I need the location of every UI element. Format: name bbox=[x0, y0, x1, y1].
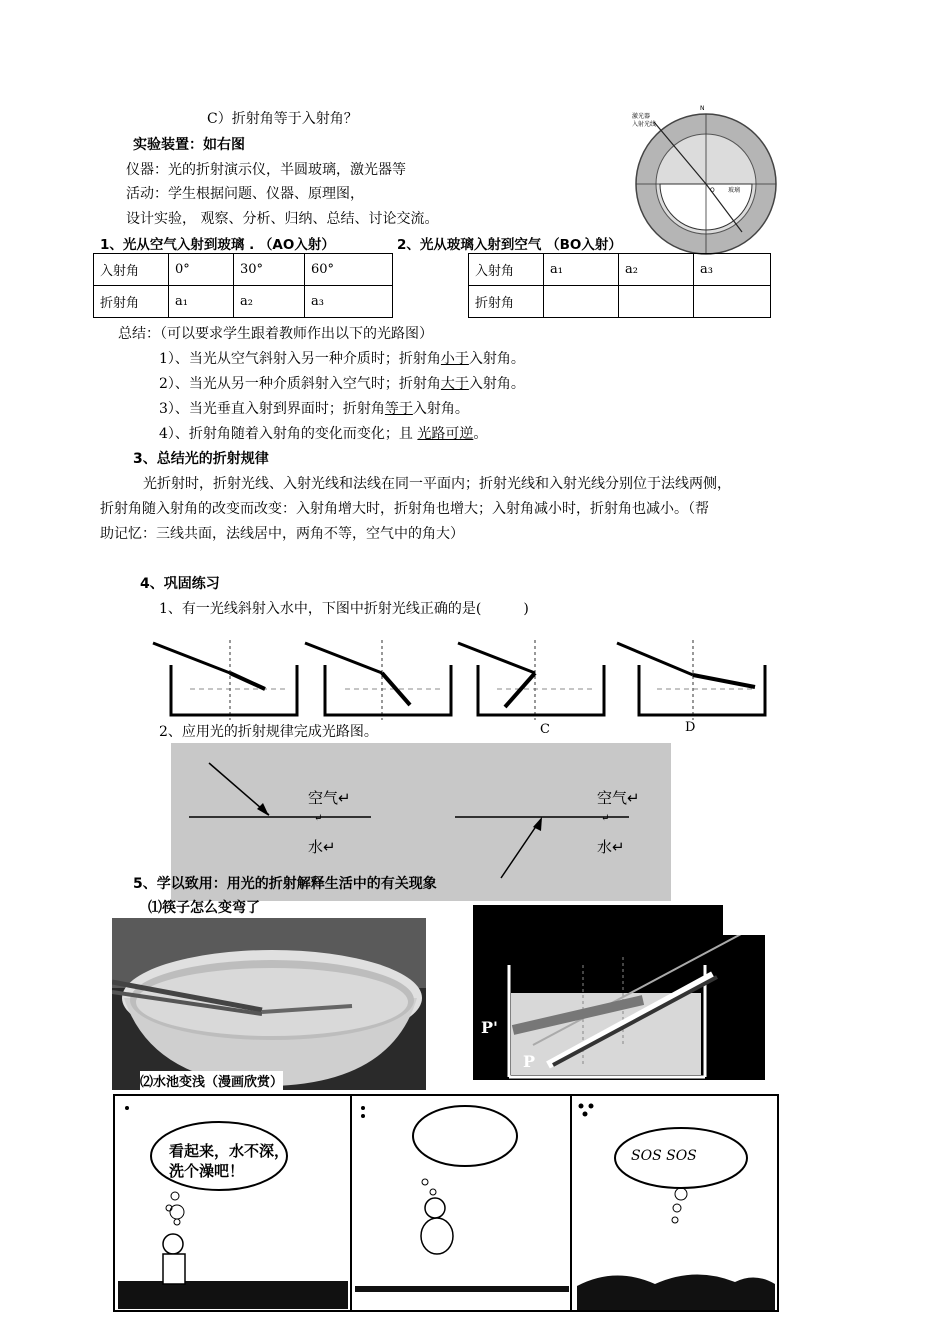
table-row bbox=[469, 286, 771, 318]
table-cell: 入射角 bbox=[94, 254, 169, 286]
practice-q2: 2、应用光的折射规律完成光路图。 bbox=[159, 724, 378, 740]
table-row bbox=[469, 254, 771, 286]
p-label: P bbox=[523, 1052, 536, 1071]
p-prime-label: P' bbox=[481, 1018, 498, 1037]
exp1-table bbox=[93, 253, 393, 318]
table-cell: a₁ bbox=[544, 254, 619, 286]
pencil-in-water-illustration bbox=[473, 905, 765, 1080]
summary-line-2: 2）、当光从另一种介质斜射入空气时；折射角大于入射角。 bbox=[159, 376, 525, 392]
apparatus-glass-label: 玻璃 bbox=[728, 187, 741, 194]
apparatus-n-label: N bbox=[700, 105, 705, 112]
rule-paragraph-1: 光折射时，折射光线、入射光线和法线在同一平面内；折射光线和入射光线分别位于法线两侧， bbox=[143, 476, 731, 492]
apparatus-incident-label: 入射光线 bbox=[632, 121, 657, 128]
summary-line-1: 1）、当光从空气斜射入另一种介质时；折射角小于入射角。 bbox=[159, 351, 525, 367]
table-row bbox=[94, 286, 393, 318]
option-a-diagram bbox=[153, 640, 297, 720]
exp2-title: 2、光从玻璃入射到空气 （BO入射） bbox=[397, 237, 622, 253]
apparatus-laser-label: 激光器 bbox=[632, 113, 651, 120]
exp1-title: 1、光从空气入射到玻璃 . （AO入射） bbox=[100, 237, 335, 253]
table-cell: a₁ bbox=[169, 286, 234, 318]
table-cell: 60° bbox=[305, 254, 393, 286]
comic-bubble-line-2: 洗个澡吧！ bbox=[169, 1162, 245, 1180]
water-label-left: 水↵ bbox=[308, 838, 336, 856]
comic-bubble-line-1: 看起来，水不深， bbox=[169, 1142, 290, 1160]
apply-item-1: ⑴筷子怎么变弯了 bbox=[148, 900, 260, 916]
apply-item-2: ⑵水池变浅（漫画欣赏） bbox=[140, 1071, 283, 1090]
table-cell: a₂ bbox=[234, 286, 305, 318]
option-b-diagram bbox=[305, 640, 451, 720]
practice-title: 4、巩固练习 bbox=[140, 576, 220, 592]
table-cell: 30° bbox=[234, 254, 305, 286]
option-d-diagram bbox=[617, 640, 765, 720]
air-label-left: 空气↵ bbox=[308, 789, 351, 807]
summary-head: 总结：（可以要求学生跟着教师作出以下的光路图） bbox=[118, 326, 433, 342]
comic-strip bbox=[113, 1094, 779, 1312]
summary-line-4: 4）、折射角随着入射角的变化而变化；且 光路可逆。 bbox=[159, 426, 488, 442]
exp2-table bbox=[468, 253, 771, 318]
practice-q1: 1、有一光线斜射入水中，下图中折射光线正确的是( ) bbox=[159, 601, 529, 617]
table-row bbox=[94, 254, 393, 286]
air-label-right: 空气↵ bbox=[597, 789, 640, 807]
option-label: D bbox=[685, 720, 696, 735]
table-cell: 折射角 bbox=[469, 286, 544, 318]
apparatus-o-label: O bbox=[710, 187, 715, 194]
comic-drawing bbox=[115, 1096, 777, 1310]
table-cell: a₂ bbox=[619, 254, 694, 286]
rule-paragraph-2: 折射角随入射角的改变而改变：入射角增大时，折射角也增大；入射角减小时，折射角也减小。（帮 bbox=[100, 501, 709, 517]
table-cell: a₃ bbox=[694, 254, 771, 286]
rule-title: 3、总结光的折射规律 bbox=[133, 451, 269, 467]
table-cell bbox=[694, 286, 771, 318]
rule-paragraph-3: 助记忆：三线共面，法线居中，两角不等，空气中的角大） bbox=[100, 526, 464, 542]
chopsticks-bowl-photo bbox=[112, 918, 426, 1090]
setup-title: 实验装置：如右图 bbox=[133, 137, 245, 153]
apply-title: 5、学以致用：用光的折射解释生活中的有关现象 bbox=[133, 876, 437, 892]
option-label: C bbox=[540, 722, 550, 735]
blank-mark-right: ↵ bbox=[601, 813, 610, 824]
table-cell bbox=[544, 286, 619, 318]
blank-mark-left: ↵ bbox=[314, 813, 323, 824]
comic-sos-text: SOS SOS bbox=[631, 1148, 697, 1164]
option-c-diagram bbox=[458, 640, 604, 720]
table-cell: 入射角 bbox=[469, 254, 544, 286]
q1-options-diagram bbox=[145, 635, 785, 735]
table-cell: 0° bbox=[169, 254, 234, 286]
summary-line-3: 3）、当光垂直入射到界面时；折射角等于入射角。 bbox=[159, 401, 469, 417]
table-cell: a₃ bbox=[305, 286, 393, 318]
activity-line-2: 设计实验， 观察、分析、归纳、总结、讨论交流。 bbox=[126, 211, 439, 227]
water-label-right: 水↵ bbox=[597, 838, 625, 856]
question-c: C）折射角等于入射角？ bbox=[207, 111, 358, 127]
table-cell: 折射角 bbox=[94, 286, 169, 318]
instruments-line: 仪器：光的折射演示仪，半圆玻璃，激光器等 bbox=[126, 162, 406, 178]
activity-line: 活动：学生根据问题、仪器、原理图， bbox=[126, 186, 364, 202]
refraction-apparatus-diagram bbox=[630, 100, 780, 258]
table-cell bbox=[619, 286, 694, 318]
